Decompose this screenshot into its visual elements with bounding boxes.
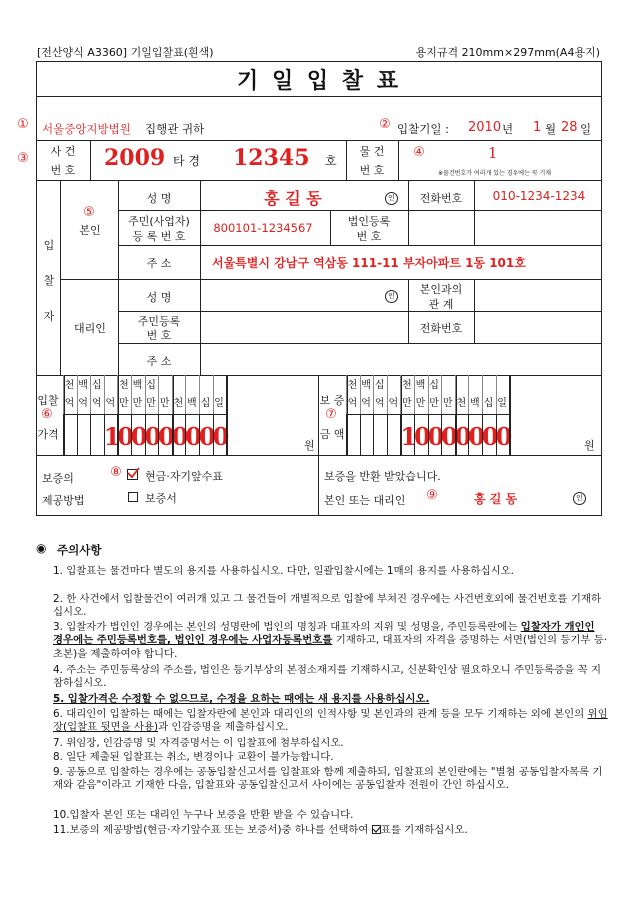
deposit-header-line [455,375,456,414]
deposit-place-bottom: 억 [388,398,399,409]
bid-place-top: 백 [132,380,143,391]
deposit-place-top: 십 [374,380,385,391]
bid-digit: 0 [144,422,162,451]
guarantee-option-label: 보증서 [145,492,177,505]
principal-row-1-divider [118,210,602,211]
bid-place-bottom: 억 [64,398,75,409]
note-8: 8. 일단 제출된 입찰표는 취소, 변경이나 교환이 불가능합니다. [53,751,334,763]
cash-checkbox[interactable] [127,469,138,480]
paper-spec: 용지규격 210mm×297mm(A4용지) [415,46,600,59]
bid-place-bottom: 십 [200,398,211,409]
bid-place-bottom: 억 [91,398,102,409]
deposit-header-divider [346,414,509,415]
agent-seal: 인 [385,290,398,303]
deposit-header-line [387,375,388,414]
court-divider [36,140,602,141]
bid-date-label: 입찰기일 : [397,122,449,136]
deposit-digit: 0 [482,422,499,451]
agent-relation-label-2: 관 계 [428,298,454,311]
case-divider [36,180,602,181]
deposit-grid-line [496,414,497,455]
note-3-b: 기재하고, 대표자의 자격을 증명하는 서면(법인의 등기부 등·초본)을 제출하여야 합니다. [53,634,608,660]
note-6-a: 6. 대리인이 입찰하는 때에는 입찰자란에 본인과 대리인의 인적사항 및 본인과의 관계 등을 모두 기재하는 외에 본인의 [53,708,585,720]
deposit-header-line [346,375,347,414]
check-icon [127,467,140,479]
note-11 [53,824,608,837]
deposit-method-label-2: 제공방법 [42,494,85,507]
deposit-header-line [482,375,483,414]
note-1: 1. 입찰표는 물건마다 별도의 용지를 사용하십시오. 다만, 일괄입찰시에는 1매의 용지를 사용하십시오. [53,565,514,577]
bid-header-line [185,375,186,414]
bidder-side-label-3: 자 [43,310,55,323]
bid-digit: 0 [158,422,175,451]
bidder-side-divider [60,180,61,375]
bid-grid-line [213,414,214,455]
notes-heading: 주의사항 [57,543,102,557]
marker-2: ② [379,117,391,132]
bid-header-line [90,375,91,414]
bid-header-line [131,375,132,414]
principal-address-value: 서울특별시 강남구 역삼동 111-11 부자아파트 1동 101호 [212,256,526,270]
agent-row-1-divider [118,311,602,312]
corp-label-1: 법인등록 [347,215,391,228]
note-10: 10.입찰자 본인 또는 대리인 누구나 보증을 반환 받을 수 있습니다. [53,809,354,821]
agent-id-label-2: 번 호 [146,329,172,342]
bid-place-bottom: 일 [214,398,224,409]
marker-6: ⑥ [41,407,53,422]
bid-digit: 0 [131,422,148,451]
deposit-digit: 0 [414,422,431,451]
deposit-grid-line [441,414,442,455]
sign-seal: 인 [573,492,586,505]
item-number: 1 [488,144,498,162]
corp-label-2: 번 호 [356,230,382,243]
bid-place-bottom: 백 [187,398,197,409]
bid-digit: 0 [199,422,216,451]
bid-place-top: 천 [119,380,129,391]
deposit-grid-line [468,414,469,455]
deposit-grid-line [482,414,483,455]
bid-grid-line [199,414,200,455]
principal-agent-divider [60,279,602,280]
bid-date-day: 28 [561,120,578,135]
bid-date-day-unit: 일 [580,122,592,136]
bid-place-top: 십 [91,380,102,391]
deposit-place-top: 백 [415,380,426,391]
sign-label: 본인 또는 대리인 [324,494,406,507]
case-number: 12345 [233,145,310,171]
bid-place-bottom: 만 [132,398,143,409]
bid-grid-line [158,414,159,455]
bid-place-top: 백 [78,380,88,391]
deposit-header-line [373,375,374,414]
bid-place-top: 십 [146,380,156,391]
bid-digit: 0 [212,422,230,451]
deposit-place-bottom: 억 [361,398,371,409]
bid-header-line [63,375,64,414]
bid-date-year: 2010 [468,120,502,135]
court-name: 서울중앙지방법원 [42,122,131,136]
item-note: ※물건번호가 여러개 있는 경우에는 꼭 기재 [438,170,552,177]
agent-id-label-1: 주민등록 [137,315,181,328]
principal-id-label-1: 주민(사업자) [128,215,190,228]
bid-place-bottom: 만 [146,398,156,409]
bid-header-line [213,375,214,414]
deposit-amount-unit: 원 [584,439,595,452]
deposit-place-bottom: 억 [374,398,385,409]
principal-id-value: 800101-1234567 [213,221,313,235]
bid-amount-label-2: 가격 [37,428,59,441]
note-6-emphasis: 위임장(입찰표 뒷면을 사용) [53,708,608,734]
bid-place-bottom: 억 [78,398,88,409]
bid-digit: 0 [117,422,135,451]
bid-header-line [158,375,159,414]
deposit-place-bottom: 만 [402,398,412,409]
deposit-grid-line [373,414,374,455]
bid-grid-line [77,414,78,455]
bid-amount-unit: 원 [304,439,315,452]
deposit-header-line [496,375,497,414]
note-11-b: 표를 기재하십시오. [380,824,468,836]
cash-option-label: 현금·자기앞수표 [145,470,223,483]
note-3-a: 3. 입찰자가 법인인 경우에는 본인의 성명란에 법인의 명칭과 대표자의 지위 및 성명을, 주민등록란에는 [53,621,518,633]
agent-label: 대리인 [74,322,106,335]
deposit-place-top: 백 [361,380,371,391]
amount-bottom-divider [36,455,602,456]
principal-id-label-2: 등 록 번 호 [132,230,186,243]
bidder-side-label-2: 찰 [43,274,55,287]
case-label-1: 사 건 [50,145,76,158]
item-label-2: 번 호 [359,164,385,177]
bid-amount-label-1: 입찰 [37,394,59,407]
bid-header-divider [63,414,226,415]
case-label-2: 번 호 [50,164,76,177]
agent-relation-label-1: 본인과의 [419,283,463,296]
deposit-place-bottom: 만 [442,398,453,409]
bid-place-bottom: 만 [119,398,129,409]
principal-seal: 인 [385,192,398,205]
deposit-header-line [414,375,415,414]
agent-row-2-divider [118,343,602,344]
principal-name-label: 성 명 [146,192,172,205]
bid-grid-line [104,414,105,455]
bid-place-bottom: 천 [173,398,184,409]
case-type: 타 경 [173,154,200,168]
bid-place-top: 천 [64,380,75,391]
deposit-place-bottom: 백 [470,398,480,409]
note-2: 2. 한 사건에서 입찰물건이 여러개 있고 그 물건들이 개별적으로 입찰에 부쳐진 경우에는 사건번호외에 물건번호를 기재하십시오. [53,593,601,619]
agent-name-label: 성 명 [146,291,172,304]
principal-phone-label: 전화번호 [419,192,463,205]
bid-place-bottom: 만 [159,398,170,409]
principal-phone-value: 010-1234-1234 [492,189,586,203]
bid-date-month-unit: 월 [545,122,557,136]
deposit-grid-line [360,414,361,455]
bid-amount-grid [63,375,230,455]
case-year: 2009 [104,145,166,171]
bid-place-bottom: 억 [105,398,116,409]
title-divider [36,96,602,97]
bid-grid-line [145,414,146,455]
bidder-side-label-1: 입 [43,239,55,252]
deposit-grid-line [428,414,429,455]
deposit-label-2: 금 액 [319,428,345,441]
principal-name-value: 홍 길 동 [264,189,322,208]
form-code: [전산양식 A3360] 기일입찰표(흰색) [37,46,214,59]
bid-date-year-unit: 년 [502,122,514,136]
bid-grid-line [90,414,91,455]
deposit-digit: 0 [427,422,445,451]
marker-1: ① [17,117,29,132]
deposit-place-bottom: 십 [483,398,494,409]
deposit-place-bottom: 일 [497,398,507,409]
note-4: 4. 주소는 주민등록상의 주소를, 법인은 등기부상의 본점소재지를 기재하시고, 신분확인상 필요하오니 주민등록증을 꼭 지참하십시오. [53,664,601,690]
sign-value: 홍 길 동 [474,492,518,506]
note-6 [53,708,608,735]
bid-grid-line [226,375,228,455]
deposit-place-bottom: 억 [347,398,358,409]
deposit-grid-line [414,414,415,455]
deposit-digit: 0 [495,422,513,451]
deposit-header-line [441,375,442,414]
deposit-place-top: 천 [402,380,412,391]
note-11-a: 11.보증의 제공방법(현금·자기앞수표 또는 보증서)중 하나를 선택하여 [53,824,369,836]
bid-header-line [199,375,200,414]
deposit-amount-grid [346,375,513,455]
deposit-header-line [428,375,429,414]
note-5-text: 5. 입찰가격은 수정할 수 없으므로, 수정을 요하는 때에는 새 용지를 사용하십시오. [53,693,430,705]
notes-bullet: ◉ [36,541,47,555]
note-6-b: 과 인감증명을 제출하십시오. [158,721,289,734]
deposit-returned-text: 보증을 반환 받았습니다. [324,470,441,483]
agent-address-label: 주 소 [146,355,172,368]
note-9: 9. 공동으로 입찰하는 경우에는 공동입찰신고서를 입찰표와 함께 제출하되, 입찰표의 본인란에는 "별첨 공동입찰자목록 기재와 같음"이라고 기재한 다음, 입찰표와 공동입찰신고서 사이에는 공동입찰자 전원이 간인 하십시오. [53,766,603,792]
marker-8: ⑧ [110,465,122,480]
checkbox-mark-icon [372,825,381,834]
bid-grid-line [185,414,186,455]
bid-grid-line [131,414,132,455]
marker-7: ⑦ [325,407,337,422]
bid-digit: 1 [103,422,121,451]
deposit-digit: 0 [454,422,472,451]
marker-3: ③ [17,151,29,166]
deposit-grid-line [387,414,388,455]
deposit-place-top: 십 [429,380,439,391]
deposit-label-1: 보 증 [319,394,345,407]
deposit-digit: 1 [400,422,418,451]
deposit-place-bottom: 만 [415,398,426,409]
item-label-right [398,140,399,180]
deposit-header-line [360,375,361,414]
case-suffix: 호 [325,154,337,168]
item-label-1: 물 건 [359,145,385,158]
principal-address-label: 주 소 [146,257,172,270]
deposit-header-line [400,375,401,414]
deposit-place-bottom: 천 [456,398,467,409]
deposit-digit: 0 [468,422,486,451]
bid-header-line [77,375,78,414]
case-label-divider [90,140,91,180]
deposit-place-bottom: 만 [429,398,439,409]
bid-date-month: 1 [533,120,542,135]
form-title: 기 일 입 찰 표 [237,69,401,94]
marker-9: ⑨ [426,488,438,503]
deposit-grid-line [509,375,511,455]
marker-5: ⑤ [83,205,95,220]
court-suffix: 집행관 귀하 [145,122,205,136]
principal-row-2-divider [118,245,602,246]
bid-header-line [172,375,173,414]
bid-digit: 0 [185,422,203,451]
deposit-digit: 0 [441,422,458,451]
deposit-method-label-1: 보증의 [42,472,74,485]
guarantee-checkbox[interactable] [128,492,138,502]
agent-phone-label: 전화번호 [419,322,463,335]
bid-header-line [117,375,118,414]
note-7: 7. 위임장, 인감증명 및 자격증명서는 이 입찰표에 첨부하십시오. [53,737,344,749]
note-3-emphasis: 입찰자가 개인인 경우에는 주민등록번호를, 법인인 경우에는 사업자등록번호를 [53,621,595,647]
deposit-header-line [468,375,469,414]
marker-4: ④ [413,145,425,160]
note-5 [53,693,608,706]
deposit-place-top: 천 [347,380,358,391]
principal-label: 본인 [79,224,101,237]
principal-phone-label-right [474,180,475,245]
bid-header-line [145,375,146,414]
bid-header-line [104,375,105,414]
note-3 [53,621,608,661]
bid-digit: 0 [171,422,189,451]
